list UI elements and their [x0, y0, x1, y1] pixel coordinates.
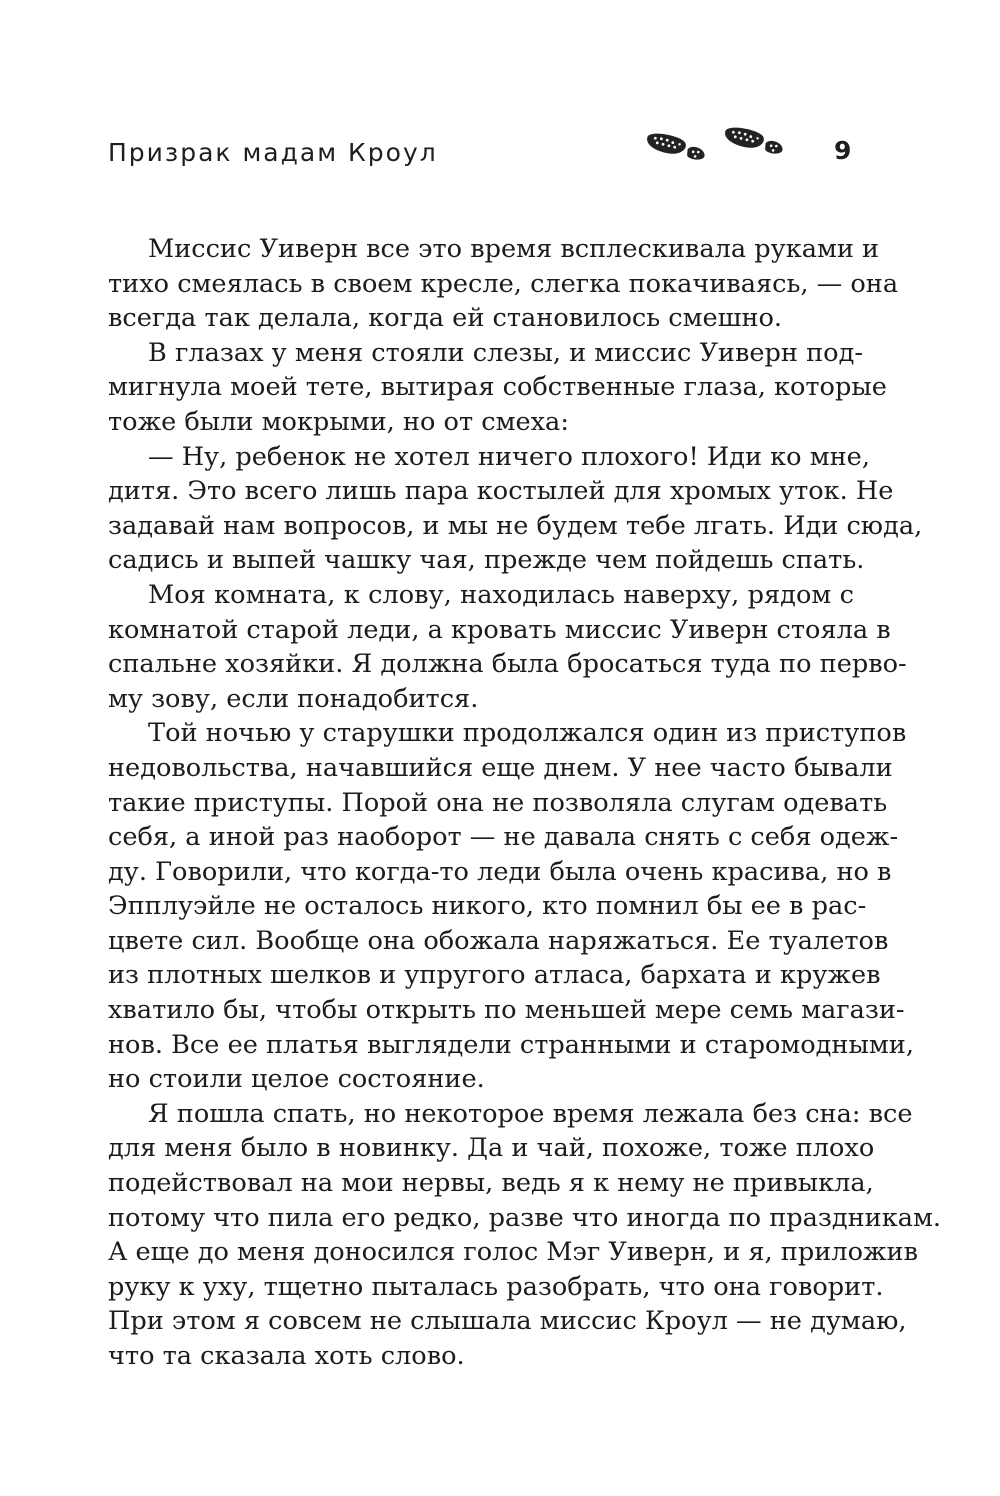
text-line: такие приступы. Порой она не позволяла слугам одевать	[108, 787, 888, 818]
text-line: Эпплуэйле не осталось никого, кто помнил бы ее в рас-	[108, 891, 867, 922]
text-line: потому что пила его редко, разве что иногда по праздникам.	[108, 1202, 942, 1233]
text-line: — Ну, ребенок не хотел ничего плохого! Иди ко мне,	[148, 441, 870, 472]
text-line: недовольства, начавшийся еще днем. У нее часто бывали	[108, 752, 893, 783]
text-line: для меня было в новинку. Да и чай, похоже, тоже плохо	[108, 1133, 875, 1164]
text-line: руку к уху, тщетно пыталась разобрать, что она говорит.	[108, 1271, 884, 1302]
running-title: Призрак мадам Кроул	[108, 138, 438, 167]
text-line: тихо смеялась в своем кресле, слегка покачиваясь, — она	[108, 268, 899, 299]
text-line: мигнула моей тете, вытирая собственные глаза, которые	[108, 372, 887, 403]
text-line: цвете сил. Вообще она обожала наряжаться. Ее туалетов	[108, 925, 889, 956]
text-line: но стоили целое состояние.	[108, 1064, 485, 1095]
text-line: му зову, если понадобится.	[108, 683, 479, 714]
text-line: всегда так делала, когда ей становилось смешно.	[108, 303, 783, 334]
text-line: комнатой старой леди, а кровать миссис Уиверн стояла в	[108, 614, 891, 645]
body-text	[108, 232, 942, 1374]
text-line: из плотных шелков и упругого атласа, бархата и кружев	[108, 960, 881, 991]
text-line: При этом я совсем не слышала миссис Кроул — не думаю,	[108, 1306, 907, 1337]
text-line: подействовал на мои нервы, ведь я к нему не привыкла,	[108, 1168, 874, 1199]
page-number: 9	[834, 136, 852, 165]
text-line: спальне хозяйки. Я должна была бросаться туда по перво-	[108, 649, 907, 680]
text-line: себя, а иной раз наоборот — не давала снять с себя одеж-	[108, 822, 899, 853]
text-line: дитя. Это всего лишь пара костылей для хромых уток. Не	[108, 476, 894, 507]
text-line: что та сказала хоть слово.	[108, 1341, 465, 1371]
text-line: В глазах у меня стояли слезы, и миссис Уиверн под-	[148, 337, 864, 368]
text-line: Миссис Уиверн все это время всплескивала руками и	[148, 234, 880, 264]
text-line: задавай нам вопросов, и мы не будем тебе лгать. Иди сюда,	[108, 510, 923, 541]
text-line: ду. Говорили, что когда-то леди была очень красива, но в	[108, 856, 892, 887]
text-line: Я пошла спать, но некоторое время лежала без сна: все	[148, 1098, 913, 1129]
text-line: Той ночью у старушки продолжался один из приступов	[148, 718, 907, 749]
text-line: хватило бы, чтобы открыть по меньшей мере семь магази-	[108, 995, 905, 1026]
text-line: Моя комната, к слову, находилась наверху, рядом с	[148, 579, 854, 610]
text-line: нов. Все ее платья выглядели странными и старомодными,	[108, 1029, 914, 1060]
text-line: тоже были мокрыми, но от смеха:	[108, 406, 569, 437]
text-line: садись и выпей чашку чая, прежде чем пойдешь спать.	[108, 545, 865, 576]
text-line: А еще до меня доносился голос Мэг Уиверн, и я, приложив	[108, 1237, 918, 1268]
footprints-icon	[640, 126, 800, 172]
